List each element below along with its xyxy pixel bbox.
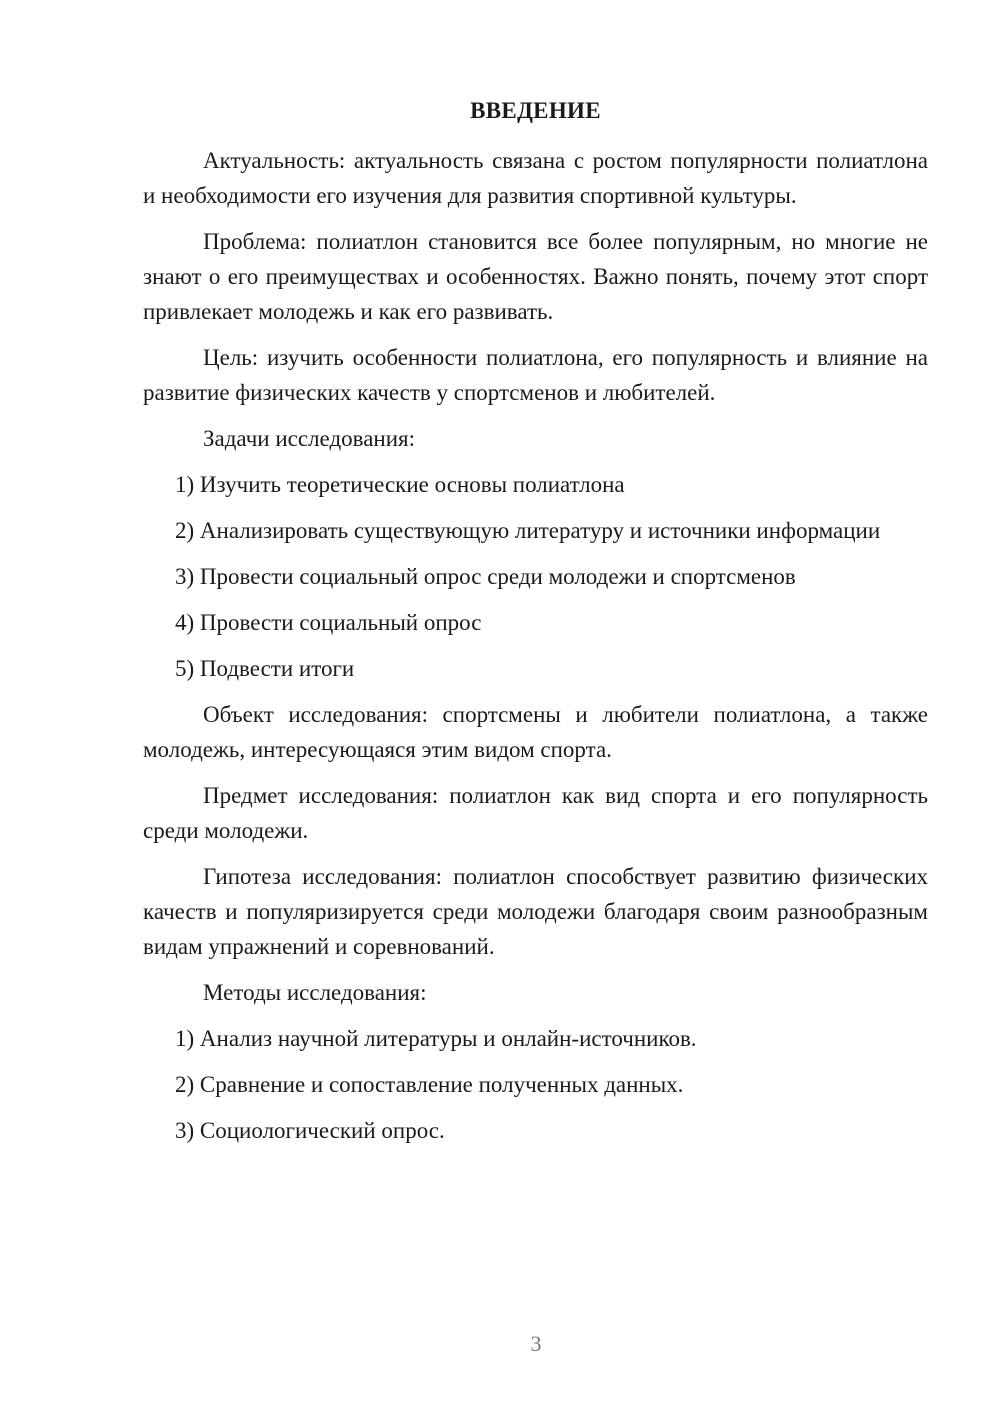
page-number: 3 [530, 1331, 542, 1356]
method-item: 2) Сравнение и сопоставление полученных данных. [175, 1072, 684, 1097]
goal-paragraph: Цель: изучить особенности полиатлона, его популярность и влияние на развитие физических качеств у спортсменов и любителей. [143, 345, 928, 405]
hypothesis-paragraph: Гипотеза исследования: полиатлон способствует развитию физических качеств и популяризируется среди молодежи благодаря своим разнообразным видам упражнений и соревнований. [143, 864, 928, 959]
task-item: 5) Подвести итоги [175, 656, 355, 681]
task-item: 3) Провести социальный опрос среди молодежи и спортсменов [175, 564, 796, 589]
task-item: 1) Изучить теоретические основы полиатлона [175, 472, 625, 497]
object-paragraph: Объект исследования: спортсмены и любители полиатлона, а также молодежь, интересующаяся этим видом спорта. [143, 702, 928, 762]
method-item: 3) Социологический опрос. [175, 1118, 445, 1143]
task-item: 4) Провести социальный опрос [175, 610, 482, 635]
subject-paragraph: Предмет исследования: полиатлон как вид спорта и его популярность среди молодежи. [143, 783, 928, 843]
section-heading: ВВЕДЕНИЕ [470, 98, 601, 123]
body-text [143, 143, 928, 1148]
task-item: 2) Анализировать существующую литературу и источники информации [175, 518, 881, 543]
problem-paragraph: Проблема: полиатлон становится все более популярным, но многие не знают о его преимуществах и особенностях. Важно понять, почему этот спорт привлекает молодежь и как его развивать. [143, 229, 928, 324]
method-item: 1) Анализ научной литературы и онлайн-источников. [175, 1026, 697, 1051]
methods-heading: Методы исследования: [203, 980, 427, 1005]
tasks-heading: Задачи исследования: [203, 426, 416, 451]
relevance-paragraph: Актуальность: актуальность связана с ростом популярности полиатлона и необходимости его изучения для развития спортивной культуры. [143, 148, 928, 208]
